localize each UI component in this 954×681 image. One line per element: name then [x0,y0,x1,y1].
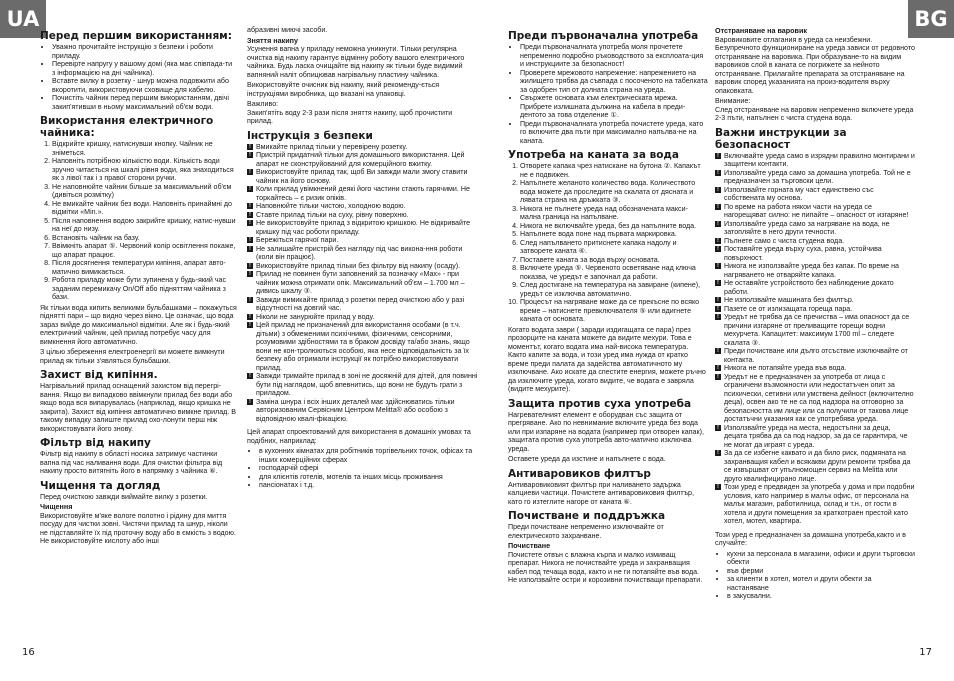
warning-item: ! Използвайте уреда на места, недостъпни за деца, децата трябва да са под надзор, за да се гарантира, че не могат да играят с уреда. [724,424,915,450]
warning-item: ! Ставте прилад тільки на суху, рівну поверхню. [256,211,479,220]
subheading-descaling: Зняття накипу [247,35,298,45]
subheading-important: Важливо: [247,100,279,108]
step-item: 1. Відкрийте кришку, натиснувши кнопку. Чайник не зніметься. [52,140,237,157]
warning-item: ! Не залишайте пристрій без нагляду під час викона-ння роботи (коли він працює). [256,245,479,262]
step-item: 4. Не вмикайте чайник без води. Наповніть принаймні до відмітки «Min.». [52,200,237,217]
warning-item: ! Пълнете само с чиста студена вода. [724,237,915,246]
warning-item: ! Този уред е предвиден за употреба у дома и при подобни условия, като например в малък офис, от персонала на малък магазин, работилница, склад и т.н., от гости в хотела и други помещения за краткотраен престой като хотел, мотел, квартира. [724,483,915,526]
paragraph: Перед очисткою завжди виймайте вилку з розетки. [40,492,208,501]
warning-item: ! Използвайте горната му част единствено със собствената му основа. [724,186,915,203]
list-item: • в закусвални. [727,592,915,601]
steps-kettle-use-bg [508,162,708,324]
paragraph: Преди почистване непременно изключвайте от електрическото захранване. [508,523,664,540]
warning-item: ! Никога не използвайте уреда без капак. По време на нагряването не отваряйте капака. [724,262,915,279]
list-item: • за клиенти в хотел, мотел и други обекти за настаняване [727,575,915,592]
paragraph: Нагревателният елемент е оборудван със защита от прегряване. Ако по невнимание включите уреда без вода или при изпаряне на водата (например при отворен капак), защитата против суха употреба авто-матично изключва уреда. [508,410,704,453]
paragraph: Фільтр від накипу в області носика затримує частинки вапна під час наливання води. Для очистки фільтра від накипу просто витягніть його в напрямку з чайника ⑥. [40,450,223,475]
language-tab-ua: UA [0,0,46,38]
paragraph: З цілью збереження електроенергії ви можете вимкнути прилад як тільки з'являться бульбашки. [40,348,225,365]
heading-safety-bg: Важни инструкции за безопасност [715,126,847,151]
list-item: • кухни за персонала в магазини, офиси и други търговски обекти [727,550,915,567]
step-item: 2. Наповніть потрібною кількістю води. Кількість води зручно читається на шкалі рівня води, яка знаходиться як з лівої так і з правої сторони ручки. [52,157,237,183]
page-number-right: 17 [919,647,932,658]
list-usage-places-bg [715,550,915,601]
warning-item: ! Поставяйте уреда върху суха, равна, устойчива повърхност. [724,245,915,262]
warning-item: ! Цей прилад не призначений для використання особами (в т.ч. дітьми) з обмеженими психічними, фізичними, сенсорними, розумовими здібностями та в браком досвіду та/або знань, якщо вони не кон-тролюються особою, яка несе відповідальність за їх безпеку або отримали інструкції як потрібно використовувати прилад. [256,321,479,372]
warning-item: ! Наповнюйте тільки чистою, холодною водою. [256,202,479,211]
list-safety-bg [715,152,915,526]
step-item: 6. Встановіть чайник на базу. [52,234,237,243]
paragraph: Този уред е предназначен за домашна употреба,както и в случайте: [715,530,906,547]
heading-cleaning-bg: Почистване и поддръжка [508,510,666,522]
step-item: 1. Отворете капака чрез натискане на бутона ②. Капакът не е подвижен. [520,162,708,179]
paragraph: абразивні миючі засоби. [247,26,328,34]
warning-item: ! Не використовуйте прилад з відкритою кришкою. Не відкривайте кришку під час роботи приладу. [256,219,479,236]
warning-item: ! Пазете се от излизащата гореща пара. [724,305,915,314]
warning-item: ! Използвайте уреда само за домашна употреба. Той не е предназначен за търговски цели. [724,169,915,186]
list-item: • Преди първоначалната употреба почистете уреда, като го включите два пъти при максимално напълва-не на каната. [520,120,708,146]
warning-item: ! Използвайте уреда само за нагряване на вода, не затопляйте в него други течности. [724,220,915,237]
column-bg-left [508,26,708,587]
list-item: • пансіонатах і т.д. [259,481,479,490]
warning-item: ! Уредът не трябва да се пречиства – има опасност да се причини изгаряне от преливащите горещи водни мехурчета. Капацитет: максимум 1700 ml – следете скалата ③. [724,313,915,347]
warning-item: ! Включвайте уреда само в изрядни правилно монтирани и защитени контакти. [724,152,915,169]
paragraph: Оставете уреда да изстине и напълнете с вода. [508,455,666,463]
heading-limescale-filter-bg: Антиваровиков филтър [508,467,651,480]
paragraph: Цей апарат спроектований для використання в домашніх умовах та подібних, наприклад: [247,428,471,445]
warning-item: ! По време на работа някои части на уреда се нагорещяват силно: не пипайте – опасност от изгаряне! [724,203,915,220]
list-item: • для клієнтів готелів, мотелів та інших місць проживання [259,473,479,482]
heading-kettle-use-bg: Употреба на каната за вода [508,149,679,161]
heading-limescale-filter: Фільтр від накипу [40,437,151,449]
warning-item: ! Завжди тримайте прилад в зоні не досяжній для дітей, для повинні бути під наглядом, щоб впевнитись, що вони не будуть грати з приладом. [256,372,479,398]
step-item: 4. Никога не включвайте уреда, без да напълните вода. [520,222,708,231]
warning-item: ! Бережіться гарячої пари. [256,236,479,245]
step-item: 8. Включете уреда ⑤. Червеното осветяване над ключа показва, че уредът е започнал да работи. [520,264,708,281]
paragraph: Усунення вапна у приладу неможна уникнути. Тільки регулярна очистка від накипу гарантує відмінну роботу вашого електричного чайника. Будь ласка очищайте від накипу як тільки буде видимий вапняний наліт обпицював нагрівальну пластину чайника. [247,45,465,79]
warning-item: ! Використовуйте прилад тільки без фільтру від накипу (осаду). [256,262,479,271]
warning-item: ! Коли прилад увімкнений деякі його частини стають гарячими. Не торкайтесь – є ризик опіків. [256,185,479,202]
step-item: 6. След напълването притиснете капака надолу и затворете каната ④. [520,239,708,256]
steps-kettle-use [40,140,237,302]
step-item: 5. Напълнете вода поне над първата маркировка. [520,230,708,239]
warning-item: ! Никога не потапяйте уреда във вода. [724,364,915,373]
list-before-first-use [40,43,237,111]
step-item: 7. Ввімкніть апарат ⑤. Червоний колір освітлення покаже, що апарат працює. [52,242,237,259]
list-item: • във ферми [727,567,915,576]
subheading-attention-bg: Внимание: [715,97,751,105]
paragraph: Використовуйте м'яке вологе полотно і рідину для миття посуду для чистки зовні. Чистячи прилад та шнур, ніколи не підставляйте їх під проточну воду або в ємкість з водою. Не використовуйте кислоту або інші [40,511,236,545]
warning-item: ! Завжди вимикайте прилад з розетки перед очисткою або у разі відсутності на довгий час. [256,296,479,313]
step-item: 3. Не наповнюйте чайник більше за максимальний об'єм (дивіться розмітку) [52,183,237,200]
paragraph: След отстраняване на варовик непременно включете уреда 2-3 пъти, напълнен с чиста студена вода. [715,105,914,122]
warning-item: ! Заміна шнура і всіх інших деталей має здійснюватись тільки авторизованим Сервісним Центром Melitta® або особою з відповідною квалі-фікацією. [256,398,479,424]
step-item: 2. Напълнете желаното количество вода. Количеството вода можете да проследите на скалата от дясната и лявата страна на дръжката ③. [520,179,708,205]
list-usage-places [247,447,479,490]
warning-item: ! Не използвайте машината без филтър. [724,296,915,305]
subheading-descaling-bg: Отстраняване на варовик [715,26,807,35]
warning-item: ! Використовуйте прилад так, щоб Ви завжди мали змогу ставити чайник на його основу. [256,168,479,185]
heading-kettle-use: Використання електричного чайника: [40,115,214,139]
paragraph: Когато водата заври ( заради издигащата се пара) през прозорците на каната можете да видите мехури. Това е моментът, когато водата има най-висока температура. Както капите за вода, и този уред има нужда от кратко време преди палата да задейства автоматичното му изключване. Ако искате да спестите енергия, можете ръчно да изключите уреда, когато видите, че водата е завряла (видите мехурите). [508,325,706,393]
warning-item: ! Не оставяйте устройството без наблюдение докато работи. [724,279,915,296]
step-item: 3. Никога не пълнете уреда над обозначената макси-мална граница на напълване. [520,205,708,222]
step-item: 7. Поставете каната за вода върху основата. [520,256,708,265]
heading-before-first-use: Перед першим використанням: [40,30,232,42]
warning-item: ! За да се избегне каквато и да било риск, подмяната на захранващия кабел и всякакви други ремонти трябва да се извършват от упълномощен сервиз на Melitta или друго квалифицирано лице. [724,449,915,483]
paragraph: Варовиковите отлагания в уреда са неизбежни. Безупречното функциониране на уреда зависи от редовното отстраняване на варовика. При образуване-то на видим варовиков слой в каната се погрижете за нейното отстраняване. Прилагайте препарата за отстраняване на варовик според указанията на произ-водителя върху опаковката. [715,35,915,95]
list-item: • господарчій сфері [259,464,479,473]
step-item: 9. След достигане на температура на завиране (кипене), уредът се изключва автоматично. [520,281,708,298]
warning-item: ! Вмикайте прилад тільки у перевірену розетку. [256,143,479,152]
list-item: • Проверете мрежовото напрежение: напрежението на жилището трябва да съвпада с посоченото на табелката за одобрен тип от долната страна на уреда. [520,69,708,95]
step-item: 9. Робота приладу може бути зупинена у будь-який час заданим перемикачу On/Off або підняттям чайника з бази. [52,276,237,302]
paragraph: Як тільки вода кипить великими бульбашками – покажуться піднятті пари – що видно через вікно. Це означає, що вода зараз вийде до максимальної відмітки. Але як і будь-який електричний чайник, цей прилад потребує часу для вимкнення його автоматично. [40,303,237,346]
list-before-first-use-bg [508,43,708,145]
paragraph: Антиваровиковият филтър при наливането задържа калциеви частици. Почистете антиваровиковия филтър, като го изтеглите нагоре от каната ⑥. [508,480,694,506]
heading-cleaning-care: Чищення та догляд [40,479,161,492]
paragraph: Почистете отвън с влажна кърпа и малко измиващ препарат. Никога не почиствайте уреда и захранващия кабел под течаща вода, както и не ги потапяйте във вода. Не използвайте остри и корозивни почистващи препарати. [508,550,703,584]
step-item: 8. Після досягнення температури кипіння, апарат авто-матично вимикається. [52,259,237,276]
list-item: • Перевірте напругу у вашому домі (яка має співпада-ти з інформацією на дні чайника). [52,60,237,77]
column-ua-right [247,26,479,492]
list-item: • Вставте вилку в розетку - шнур можна подовжити або вкоротити, використовуючи сховище для кабелю. [52,77,237,94]
warning-item: ! Прилад не повинен бути заповнений за позначку «Max» - при чайник можна отримати опік. Максимальний об'єм – 1.700 мл – дивись шкалу ③. [256,270,479,296]
list-item: • Почистіть чайник перед першим використанням, двічі закип'ятивши в ньому максимальний об'єм води. [52,94,237,111]
warning-item: ! Ніколи не занурюйте прилад у воду. [256,313,479,322]
warning-item: ! Преди почистване или дълго отсъствие изключвайте от контакта. [724,347,915,364]
language-tab-bg: BG [908,0,954,38]
warning-item: ! Пристрій придатний тільки для домашнього використання. Цей апарат не сконструйований для комерційного вжитку. [256,151,479,168]
step-item: 10. Процесът на нагряване може да се прекъсне по всяко време – натиснете превключвателя ⑤ или вдигнете каната от основата. [520,298,708,324]
list-item: • Преди първоначалната употреба моля прочетете непременно подробно ръководството за експлоата-ция и инструкциите за безопасност! [520,43,708,69]
heading-dry-protection-bg: Защита против суха употреба [508,397,692,410]
list-safety [247,143,479,424]
heading-safety: Інструкція з безпеки [247,129,373,142]
list-item: • в кухонних кімнатах для робітників торгівельних точок, офісах та інших комерційних сферах [259,447,479,464]
warning-item: ! Уредът не е предназначен за употреба от лица с ограничени възможности или недостатъчен опит за психически, сетивни или умствена дейност (включително деца), освен ако те не са под надзора на отговорно за безопасността им лице или са получили от такова лице достатъчни указания как се употребява уреда. [724,373,915,424]
heading-before-first-use-bg: Преди първоначална употреба [508,30,699,42]
subheading-cleaning-bg: Почистване [508,541,551,550]
paragraph: Закип'ятіть воду 2-3 рази після зняття накипу, щоб прочистити прилад. [247,108,453,125]
subheading-cleaning: Чищення [40,502,73,511]
list-item: • Свържете основата към електрическата мрежа. Прибрете излишната дължина на кабела в преди-дентото за това отделение ①. [520,94,708,120]
heading-boil-dry-protection: Захист від кипіння. [40,369,158,381]
step-item: 5. Після наповнення водою закрийте кришку, натис-нувши на неї до низу. [52,217,237,234]
page-number-left: 16 [22,647,35,658]
column-bg-right [715,26,915,603]
list-item: • Уважно прочитайте інструкцію з безпеки і роботи приладу. [52,43,237,60]
column-ua-left [40,26,237,548]
paragraph: Нагрівальний прилад оснащений захистом від перегрі-вання. Якщо ви випадково ввімкнули прилад без води або якщо вода вся випарувалась (наприклад, якщо кришка не закрита). Захист від кипіння автоматично вимкне прилад. В такому випадку залиште прилад охо-лонути перш ніж використовувати його знову. [40,382,236,433]
paragraph: Використовуйте очисник від накипу, який рекоменду-ється інструкціями виробника, що вказані на упаковці. [247,81,440,98]
